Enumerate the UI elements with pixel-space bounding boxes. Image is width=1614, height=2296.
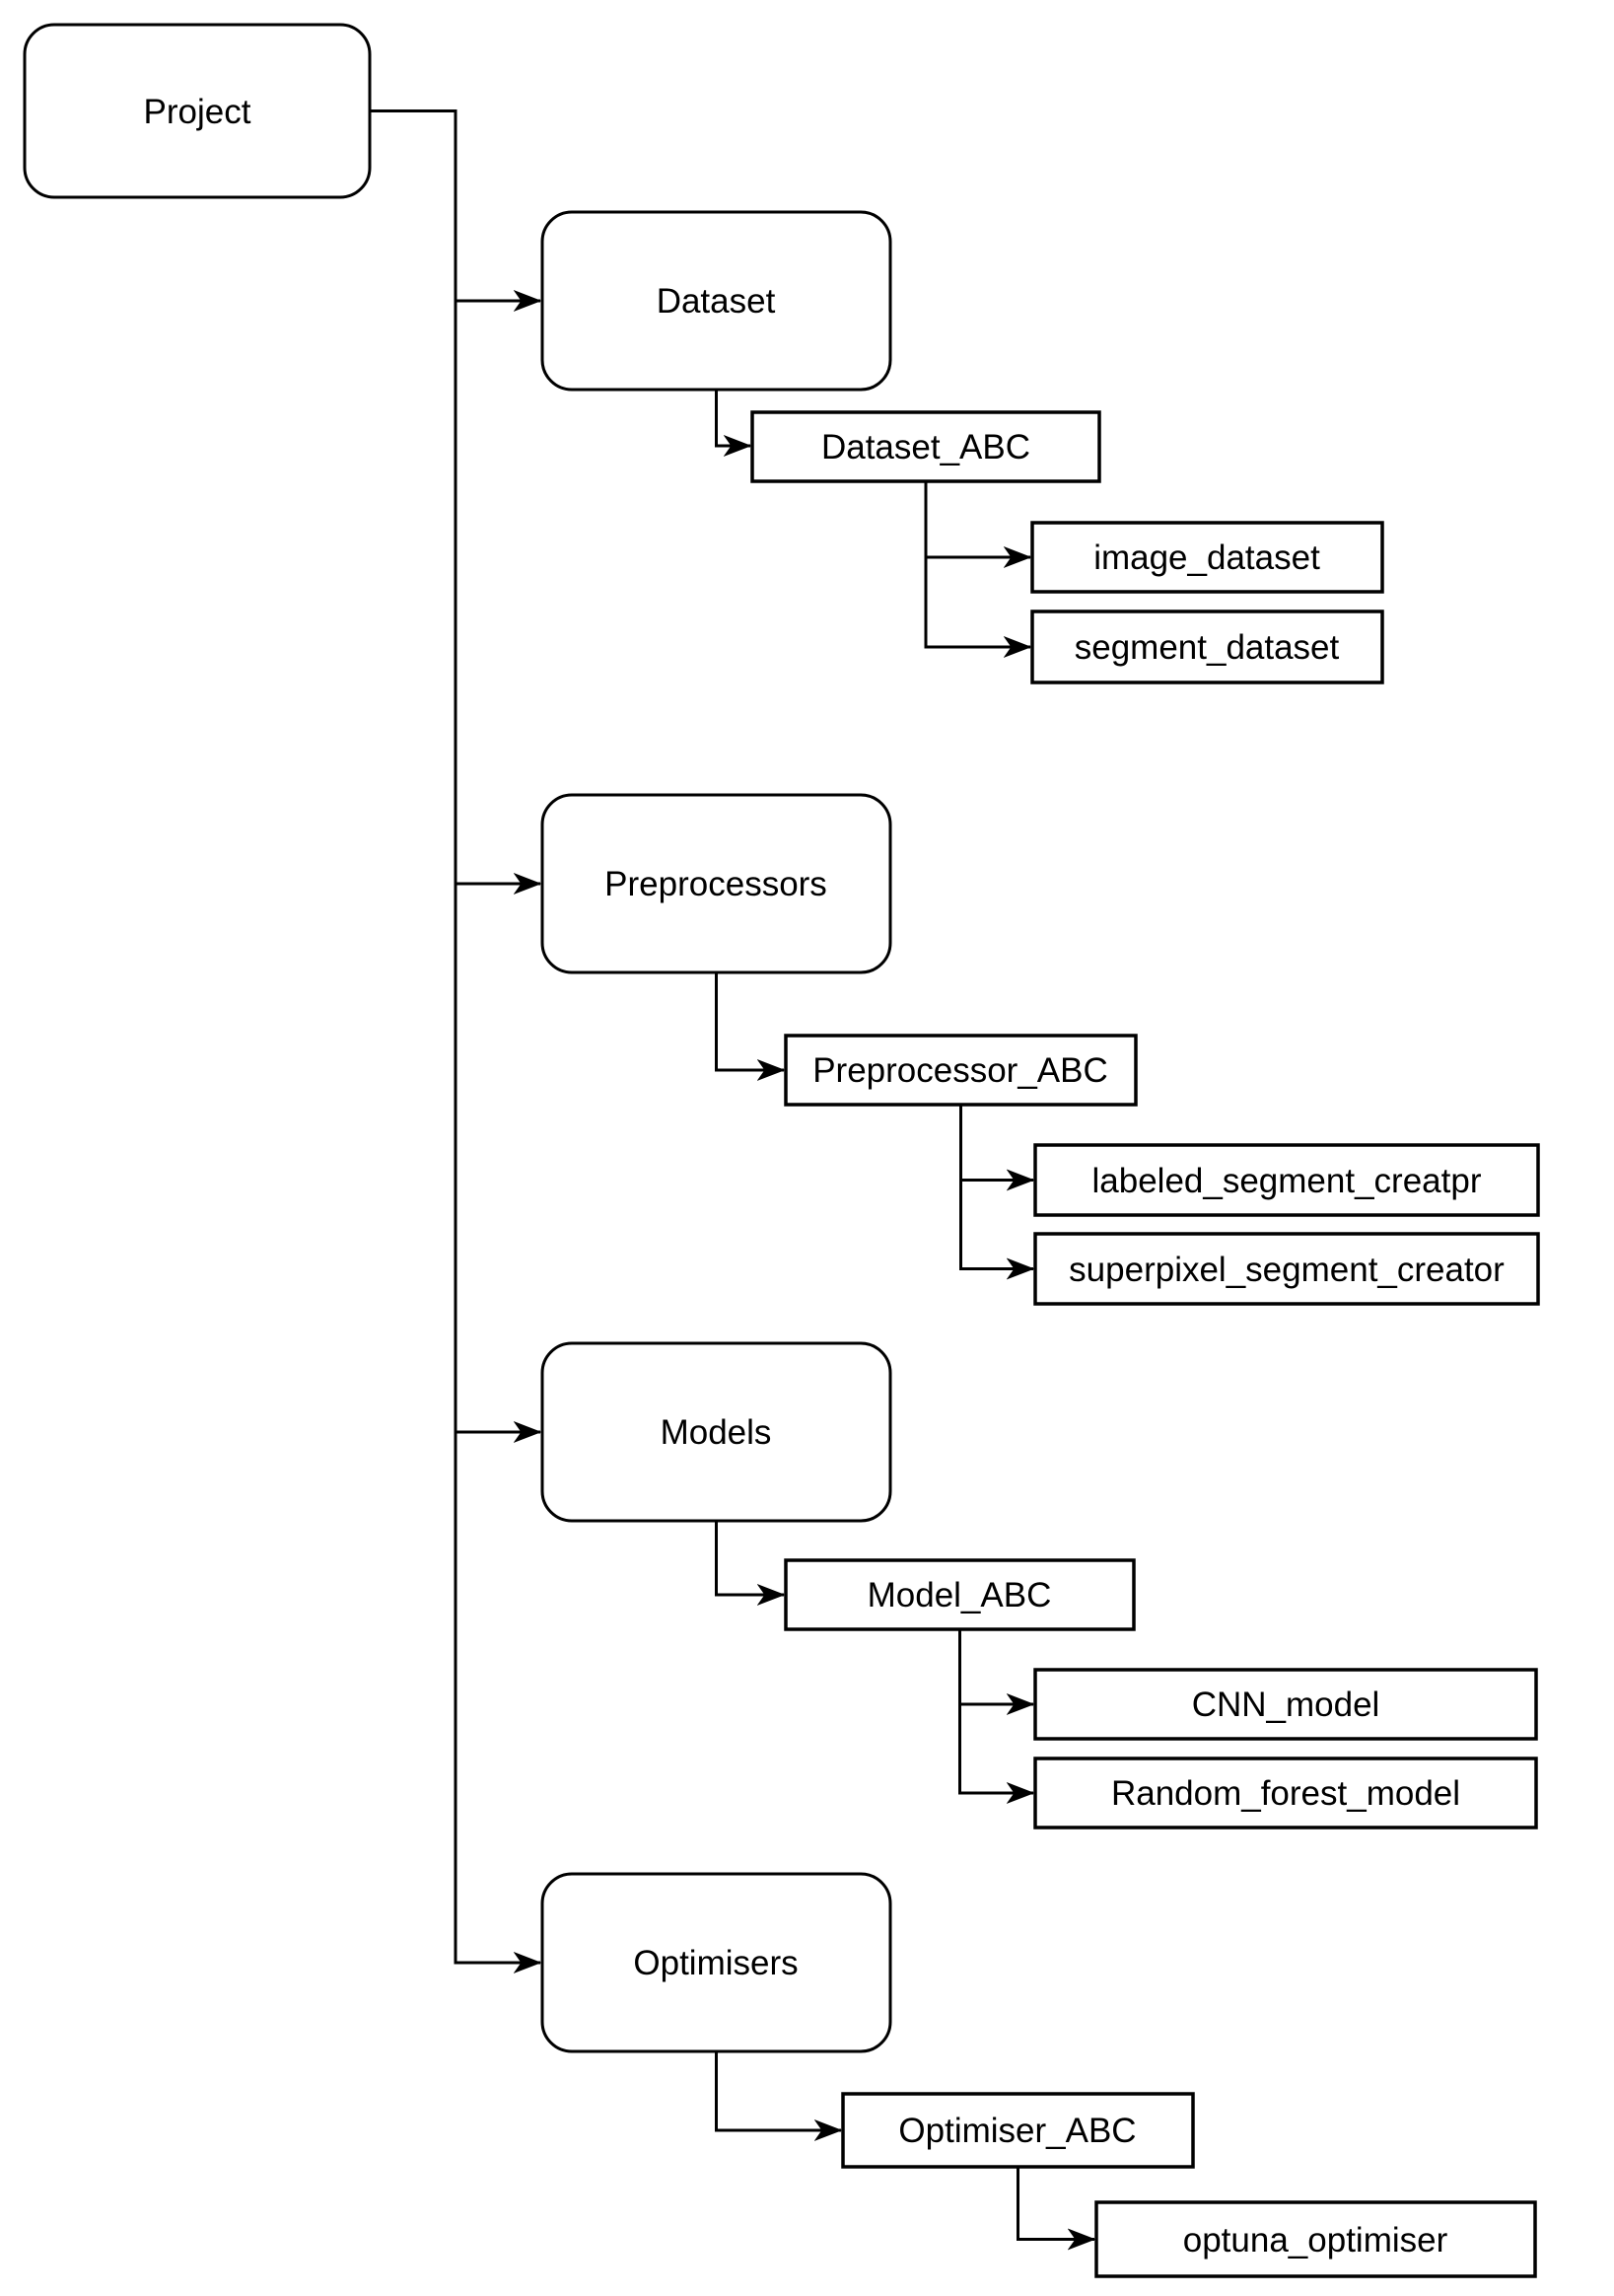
connector-preprocessors-preprocessor-abc — [717, 972, 785, 1070]
optimiser-abc-label: Optimiser_ABC — [898, 2112, 1137, 2150]
connector-optimiser-abc-optuna-optimiser — [1018, 2167, 1095, 2240]
node-cnn-model — [1035, 1670, 1536, 1739]
node-image-dataset — [1032, 523, 1382, 592]
connector-model-abc-random-forest-model — [960, 1704, 1034, 1793]
dataset-abc-label: Dataset_ABC — [820, 428, 1031, 466]
optuna-optimiser-label: optuna_optimiser — [1182, 2221, 1448, 2260]
random-forest-model-label: Random_forest_model — [1110, 1774, 1461, 1813]
connector-models-model-abc — [717, 1521, 785, 1595]
node-models — [542, 1343, 890, 1521]
model-abc-label: Model_ABC — [867, 1576, 1052, 1614]
connector-model-abc-cnn-model — [960, 1629, 1034, 1704]
models-label: Models — [660, 1413, 772, 1452]
image-dataset-label: image_dataset — [1093, 538, 1320, 577]
connector-optimisers-optimiser-abc — [717, 2051, 842, 2130]
node-labeled-segment-creatpr — [1035, 1145, 1538, 1215]
node-random-forest-model — [1035, 1758, 1536, 1828]
node-dataset — [542, 212, 890, 390]
labeled-segment-creatpr-label: labeled_segment_creatpr — [1091, 1162, 1482, 1200]
superpixel-segment-creator-label: superpixel_segment_creator — [1069, 1251, 1505, 1289]
connector-preprocessor-abc-superpixel-segment-creator — [961, 1181, 1034, 1269]
node-optimiser-abc — [843, 2094, 1193, 2167]
dataset-label: Dataset — [656, 282, 776, 321]
node-model-abc — [786, 1560, 1134, 1629]
preprocessors-label: Preprocessors — [604, 865, 827, 903]
project-label: Project — [143, 93, 251, 131]
connector-dataset-abc-image-dataset — [926, 481, 1030, 557]
node-superpixel-segment-creator — [1035, 1234, 1538, 1304]
cnn-model-label: CNN_model — [1191, 1686, 1380, 1724]
preprocessor-abc-label: Preprocessor_ABC — [812, 1051, 1108, 1090]
node-optimisers — [542, 1874, 890, 2051]
node-dataset-abc — [752, 412, 1099, 481]
connector-project-optimisers — [370, 111, 540, 1964]
node-preprocessor-abc — [786, 1036, 1136, 1105]
node-project — [25, 25, 370, 197]
segment-dataset-label: segment_dataset — [1074, 628, 1340, 667]
connector-preprocessor-abc-labeled-segment-creatpr — [961, 1105, 1034, 1181]
node-preprocessors — [542, 795, 890, 972]
optimisers-label: Optimisers — [633, 1944, 799, 1982]
connector-dataset-abc-segment-dataset — [926, 557, 1030, 647]
node-optuna-optimiser — [1096, 2202, 1535, 2276]
node-segment-dataset — [1032, 611, 1382, 682]
connector-dataset-dataset-abc — [717, 390, 751, 446]
